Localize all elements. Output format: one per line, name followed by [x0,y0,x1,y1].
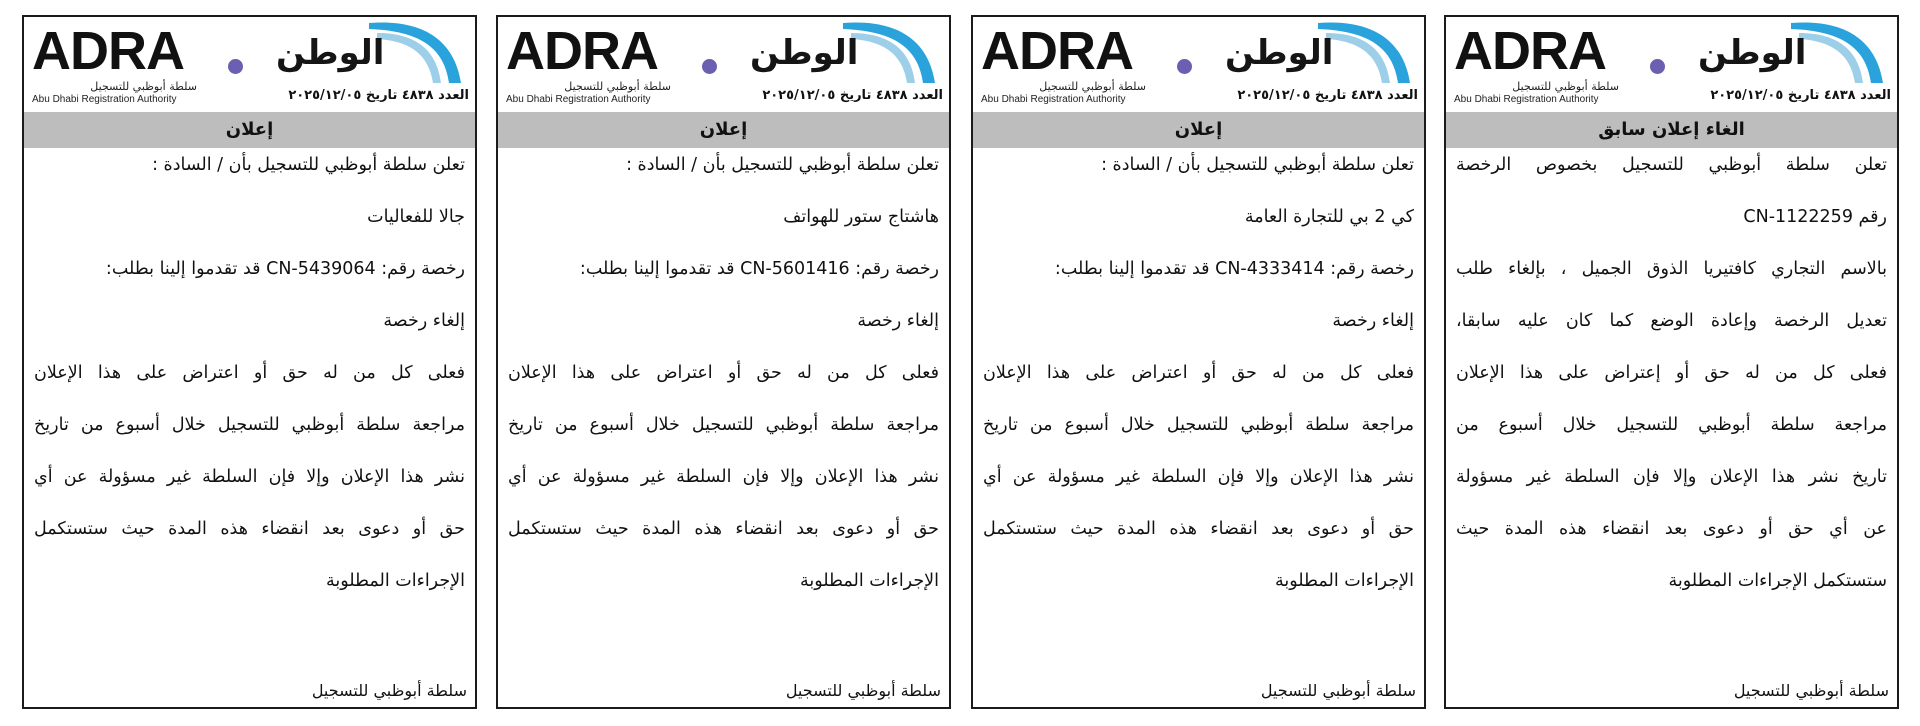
notice-line: مراجعة سلطة أبوظبي للتسجيل خلال أسبوع من تاريخ [983,415,1414,435]
notice-card-3 [496,15,951,709]
adra-logo [32,21,257,111]
notice-line: مراجعة سلطة أبوظبي للتسجيل خلال أسبوع من تاريخ [34,415,465,435]
notice-title-bar: إعلان [24,112,475,148]
alwatan-logo [1223,17,1418,85]
alwatan-logo [274,17,469,85]
notice-line: كي 2 بي للتجارة العامة [1244,207,1414,227]
notice-line: نشر هذا الإعلان وإلا فإن السلطة غير مسؤولة عن أي [34,467,465,487]
adra-arabic-name: سلطة أبوظبي للتسجيل [1512,80,1619,93]
notice-line: تاريخ نشر هذا الإعلان وإلا فإن السلطة غير مسؤولة [1456,467,1887,487]
card-header [498,17,949,112]
notice-line: تعلن سلطة أبوظبي للتسجيل بأن / السادة : [1101,155,1414,175]
notice-line: هاشتاج ستور للهواتف [783,207,939,227]
issue-number-date: العدد ٤٨٣٨ تاريخ ٢٠٢٥/١٢/٠٥ [288,88,469,103]
adra-arabic-name: سلطة أبوظبي للتسجيل [90,80,197,93]
adra-wordmark: ADRA [1454,21,1606,81]
notice-card-2 [971,15,1426,709]
adra-wordmark: ADRA [32,21,184,81]
alwatan-wordmark: الوطن [750,33,859,73]
notice-line: مراجعة سلطة أبوظبي للتسجيل خلال أسبوع من [1456,415,1887,435]
notice-line: ستستكمل الإجراءات المطلوبة [1668,571,1887,591]
issue-number-date: العدد ٤٨٣٨ تاريخ ٢٠٢٥/١٢/٠٥ [1710,88,1891,103]
adra-english-name: Abu Dhabi Registration Authority [981,94,1126,105]
adra-logo-dot [228,59,243,74]
adra-logo-dot [702,59,717,74]
notice-line: نشر هذا الإعلان وإلا فإن السلطة غير مسؤولة عن أي [508,467,939,487]
notice-line: فعلى كل من له حق أو اعتراض على هذا الإعلان [34,363,465,383]
notice-body [1456,151,1887,683]
adra-english-name: Abu Dhabi Registration Authority [506,94,651,105]
notice-line: عن أي حق أو دعوى بعد انقضاء هذه المدة حيث [1456,519,1887,539]
alwatan-logo [1696,17,1891,85]
notice-line: تعلن سلطة أبوظبي للتسجيل بخصوص الرخصة [1456,155,1887,175]
notice-signature: سلطة أبوظبي للتسجيل [311,681,467,700]
notice-line: رخصة رقم: CN-4333414 قد تقدموا إلينا بطلب: [1054,259,1414,279]
notice-line: فعلى كل من له حق أو إعتراض على هذا الإعلان [1456,363,1887,383]
alwatan-wordmark: الوطن [276,33,385,73]
notice-line: فعلى كل من له حق أو اعتراض على هذا الإعلان [983,363,1414,383]
alwatan-wordmark: الوطن [1225,33,1334,73]
notice-line: رخصة رقم: CN-5601416 قد تقدموا إلينا بطلب: [579,259,939,279]
alwatan-wordmark: الوطن [1698,33,1807,73]
card-header [973,17,1424,112]
notice-body [508,151,939,683]
notice-line: فعلى كل من له حق أو اعتراض على هذا الإعلان [508,363,939,383]
notice-line: مراجعة سلطة أبوظبي للتسجيل خلال أسبوع من تاريخ [508,415,939,435]
notice-signature: سلطة أبوظبي للتسجيل [1733,681,1889,700]
notice-signature: سلطة أبوظبي للتسجيل [1260,681,1416,700]
notice-line: نشر هذا الإعلان وإلا فإن السلطة غير مسؤولة عن أي [983,467,1414,487]
card-header [24,17,475,112]
notice-line: رقم CN-1122259 [1743,207,1887,227]
notice-body [983,151,1414,683]
notice-signature: سلطة أبوظبي للتسجيل [785,681,941,700]
adra-wordmark: ADRA [506,21,658,81]
notice-body [34,151,465,683]
issue-number-date: العدد ٤٨٣٨ تاريخ ٢٠٢٥/١٢/٠٥ [762,88,943,103]
notice-line: حق أو دعوى بعد انقضاء هذه المدة حيث ستستكمل [34,519,465,539]
notice-card-cancel [1444,15,1899,709]
card-header [1446,17,1897,112]
notice-title-bar: الغاء إعلان سابق [1446,112,1897,148]
adra-logo [981,21,1206,111]
adra-logo [1454,21,1679,111]
notice-line: الإجراءات المطلوبة [799,571,939,591]
notice-title-bar: إعلان [973,112,1424,148]
notice-line: إلغاء رخصة [1332,311,1414,331]
notice-line: إلغاء رخصة [383,311,465,331]
notice-line: حق أو دعوى بعد انقضاء هذه المدة حيث ستستكمل [983,519,1414,539]
adra-english-name: Abu Dhabi Registration Authority [1454,94,1599,105]
notice-line: تعديل الرخصة وإعادة الوضع كما كان عليه سابقا، [1456,311,1887,331]
adra-logo-dot [1650,59,1665,74]
issue-number-date: العدد ٤٨٣٨ تاريخ ٢٠٢٥/١٢/٠٥ [1237,88,1418,103]
adra-arabic-name: سلطة أبوظبي للتسجيل [1039,80,1146,93]
notice-line: تعلن سلطة أبوظبي للتسجيل بأن / السادة : [152,155,465,175]
adra-logo [506,21,731,111]
notice-line: رخصة رقم: CN-5439064 قد تقدموا إلينا بطلب: [105,259,465,279]
adra-wordmark: ADRA [981,21,1133,81]
notice-line: الإجراءات المطلوبة [325,571,465,591]
notice-line: الإجراءات المطلوبة [1274,571,1414,591]
notice-line: تعلن سلطة أبوظبي للتسجيل بأن / السادة : [626,155,939,175]
notice-card-4 [22,15,477,709]
notice-line: بالاسم التجاري كافتيريا الذوق الجميل ، بإلغاء طلب [1456,259,1887,279]
alwatan-logo [748,17,943,85]
notice-line: حق أو دعوى بعد انقضاء هذه المدة حيث ستستكمل [508,519,939,539]
notice-line: إلغاء رخصة [857,311,939,331]
adra-arabic-name: سلطة أبوظبي للتسجيل [564,80,671,93]
notice-title-bar: إعلان [498,112,949,148]
adra-english-name: Abu Dhabi Registration Authority [32,94,177,105]
adra-logo-dot [1177,59,1192,74]
notice-line: جالا للفعاليات [367,207,465,227]
